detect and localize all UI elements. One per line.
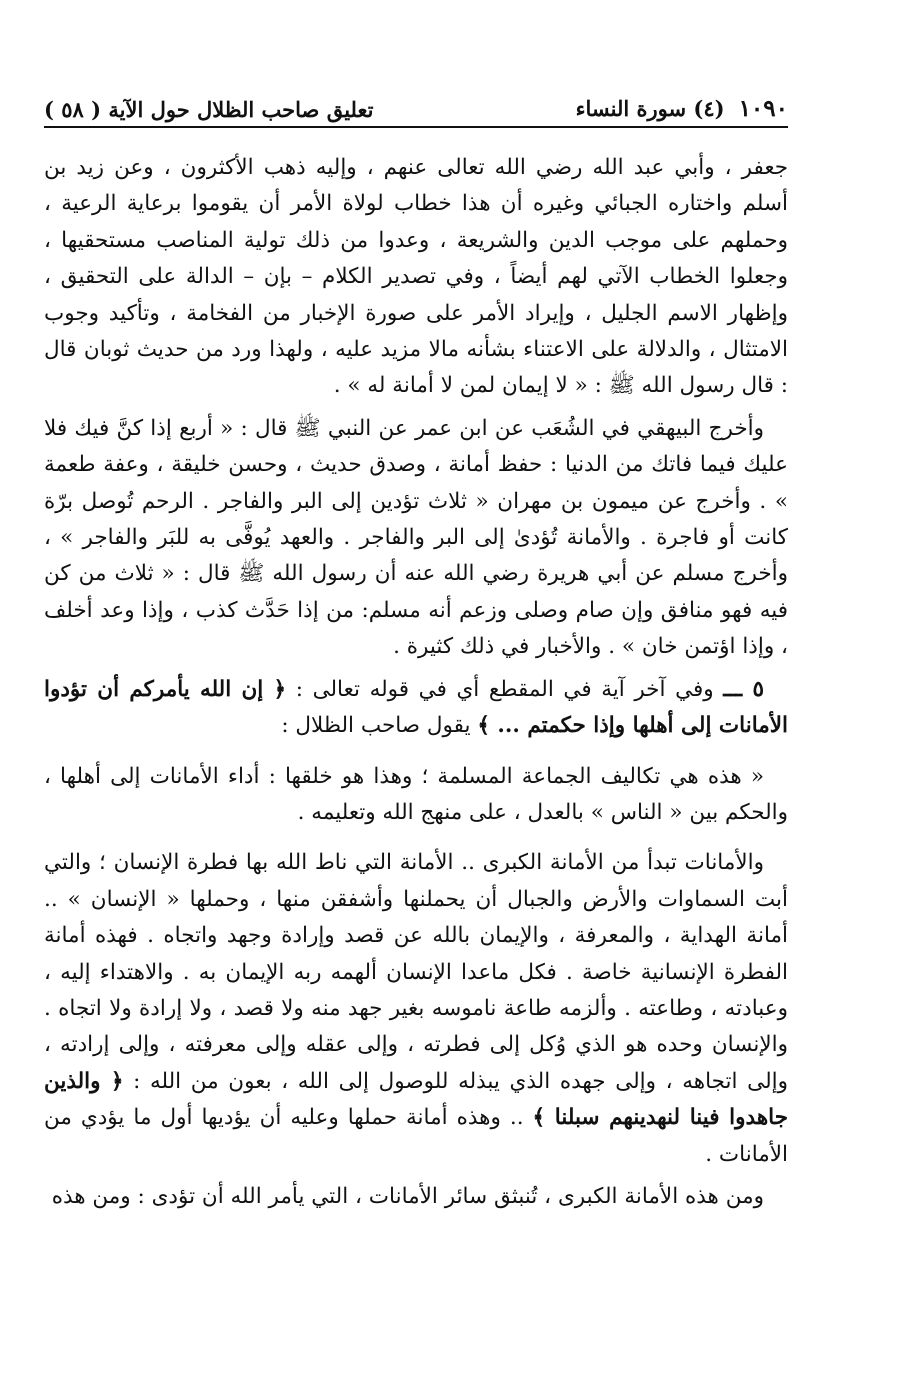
- quranic-verse-2: ﴿ والذين جاهدوا فينا لنهدينهم سبلنا ﴾: [44, 1068, 788, 1131]
- section-title: تعليق صاحب الظلال حول الآية ( ٥٨ ): [44, 97, 374, 122]
- paragraph-3-intro: وفي آخر آية في المقطع أي في قوله تعالى :: [286, 676, 724, 702]
- paragraph-6: ومن هذه الأمانة الكبرى ، تُنبثق سائر الأمانات ، التي يأمر الله أن تؤدى : ومن هذه: [51, 1183, 764, 1209]
- quranic-verse: ﴿ إن الله يأمركم أن تؤدوا الأمانات إلى أهلها وإذا حكمتم ... ﴾: [44, 676, 788, 739]
- page-body: [44, 150, 788, 1215]
- page-number: ١٠٩٠: [738, 95, 788, 122]
- paragraph-1: جعفر ، وأبي عبد الله رضي الله تعالى عنهم ، وإليه ذهب الأكثرون ، وعن زيد بن أسلم واختاره الجبائي وغيره أن هذا خطاب لولاة الأمر أن يقوموا برعاية الرعية ، وحملهم على موجب الدين والشريعة ، وعدوا من ذلك تولية المناصب مستحقيها ، وجعلوا الخطاب الآتي لهم أيضاً ، وفي تصدير الكلام – بإن – الدالة على التحقيق ، وإظهار الاسم الجليل ، وإيراد الأمر على صورة الإخبار من الفخامة ، وتأكيد وجوب الامتثال ، والدلالة على الاعتناء بشأنه مالا مزيد عليه ، ولهذا ورد من حديث ثوبان قال : قال رسول الله ﷺ : « لا إيمان لمن لا أمانة له » .: [44, 155, 788, 399]
- header-right-group: [576, 95, 788, 122]
- paragraph-3: [44, 672, 788, 745]
- paragraph-4-quote: « هذه هي تكاليف الجماعة المسلمة ؛ وهذا هو خلقها : أداء الأمانات إلى أهلها ، والحكم بين « الناس » بالعدل ، على منهج الله وتعليمه .: [44, 763, 788, 825]
- surah-title: (٤) سورة النساء: [575, 96, 725, 121]
- paragraph-5-outro: .. وهذه أمانة حملها وعليه أن يؤديها أول ما يؤدي من الأمانات .: [44, 1105, 788, 1167]
- section-number: ٥ ـــ: [723, 676, 764, 702]
- paragraph-3-outro: يقول صاحب الظلال :: [281, 713, 478, 739]
- paragraph-2: وأخرج البيهقي في الشُعَب عن ابن عمر عن النبي ﷺ قال : « أربع إذا كنَّ فيك فلا عليك فيما فاتك من الدنيا : حفظ أمانة ، وصدق حديث ، وحسن خليقة ، وعفة طعمة » . وأخرج عن ميمون بن مهران « ثلاث تؤدين إلى البر والفاجر . الرحم تُوصل برّة كانت أو فاجرة . والأمانة تُؤدىٰ إلى البر والفاجر . والعهد يُوفَّى به للبَر والفاجر » ، وأخرج مسلم عن أبي هريرة رضي الله عنه أن رسول الله ﷺ قال : « ثلاث من كن فيه فهو منافق وإن صام وصلى وزعم أنه مسلم: من إذا حَدَّث كذب ، وإذا وعد أخلف ، وإذا اؤتمن خان » . والأخبار في ذلك كثيرة .: [44, 415, 788, 660]
- paragraph-5-text: والأمانات تبدأ من الأمانة الكبرى .. الأمانة التي ناط الله بها فطرة الإنسان ؛ والتي أبت السماوات والأرض والجبال أن يحملنها وأشفقن منها ، وحملها « الإنسان » .. أمانة الهداية ، والمعرفة ، والإيمان بالله عن قصد وإرادة وجهد واتجاه . فهذه أمانة الفطرة الإنسانية خاصة . فكل ماعدا الإنسان ألهمه ربه الإيمان به . والاهتداء إليه ، وعبادته ، وطاعته . وألزمه طاعة ناموسه بغير جهد منه ولا قصد ، ولا إرادة ولا اتجاه . والإنسان وحده هو الذي وُكل إلى فطرته ، وإلى عقله وإلى معرفته ، وإلى إرادته ، وإلى اتجاهه ، وإلى جهده الذي يبذله للوصول إلى الله ، بعون من الله :: [44, 850, 788, 1094]
- running-header: [44, 88, 788, 128]
- paragraph-5: [44, 845, 788, 1173]
